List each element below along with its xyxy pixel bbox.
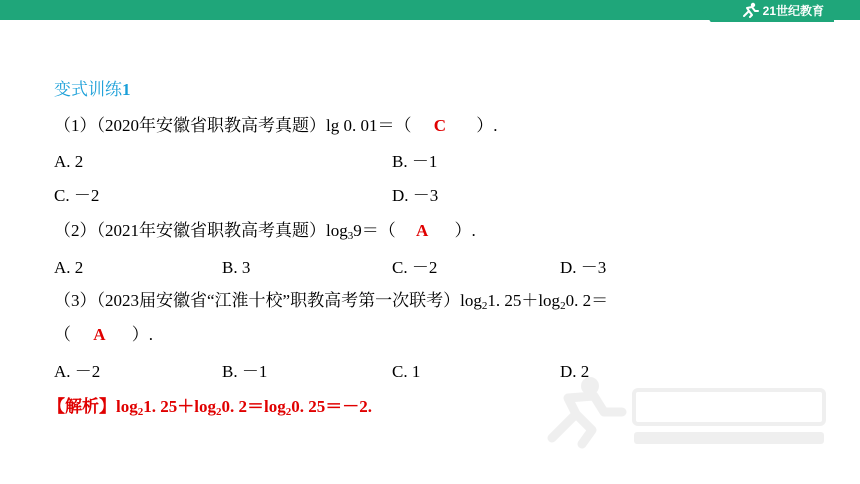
- section-title-number: 1: [122, 80, 131, 99]
- solution-label: 【解析】: [48, 397, 116, 416]
- q3-stem-mid: 1. 25＋log: [487, 291, 561, 310]
- q1-close: ）.: [476, 116, 498, 135]
- q1-option-c: C. －2: [54, 186, 100, 205]
- logo-text: 21世纪教育: [762, 3, 824, 18]
- q2-stem-rest: 9＝（: [353, 221, 396, 240]
- runner-logo-icon: [740, 2, 760, 18]
- q2-stem: （2）（2021年安徽省职教高考真题）log: [54, 221, 348, 240]
- q1-stem: （1）（2020年安徽省职教高考真题）lg 0. 01＝（: [54, 116, 412, 135]
- solution-part-1: log: [116, 397, 138, 416]
- question-2: [54, 220, 476, 242]
- q3-option-b: B. －1: [222, 362, 268, 381]
- watermark-logo-icon: [538, 368, 838, 458]
- section-title-text: 变式训练: [54, 80, 122, 99]
- solution-part-2: 1. 25＋log: [143, 397, 216, 416]
- q1-answer: C: [433, 116, 447, 135]
- header-bar: [0, 0, 860, 30]
- q3-open: （: [54, 325, 71, 344]
- q3-stem-end: 0. 2＝: [565, 291, 609, 310]
- q3-option-a: A. －2: [54, 362, 101, 381]
- q1-option-d: D. －3: [392, 186, 439, 205]
- q1-option-b: B. －1: [392, 152, 438, 171]
- q3-option-c: C. 1: [392, 362, 421, 381]
- solution: [48, 396, 372, 418]
- question-3: [54, 290, 608, 312]
- solution-base-2: 2: [215, 406, 222, 418]
- q3-close: ）.: [131, 325, 154, 344]
- q2-option-d: D. －3: [560, 258, 607, 277]
- q3-answer: A: [93, 325, 106, 344]
- q3-log-base-2: 2: [560, 300, 566, 312]
- q3-option-d: D. 2: [560, 362, 590, 381]
- brand-logo: [740, 1, 824, 19]
- section-title: [54, 79, 131, 101]
- q3-stem: （3）（2023届安徽省“江淮十校”职教高考第一次联考）log: [54, 291, 482, 310]
- q1-option-a: A. 2: [54, 152, 84, 171]
- solution-part-3: 0. 2＝log: [221, 397, 286, 416]
- solution-base-1: 2: [137, 406, 144, 418]
- q2-close: ）.: [454, 221, 476, 240]
- solution-base-3: 2: [285, 406, 292, 418]
- q2-option-b: B. 3: [222, 258, 251, 277]
- question-3-line-2: [54, 324, 153, 346]
- question-1: [54, 115, 498, 137]
- q3-log-base-1: 2: [481, 300, 488, 312]
- q2-log-base: 3: [347, 230, 354, 242]
- q2-option-a: A. 2: [54, 258, 84, 277]
- q2-option-c: C. －2: [392, 258, 438, 277]
- q2-answer: A: [415, 221, 429, 240]
- solution-part-4: 0. 25＝－2.: [291, 397, 372, 416]
